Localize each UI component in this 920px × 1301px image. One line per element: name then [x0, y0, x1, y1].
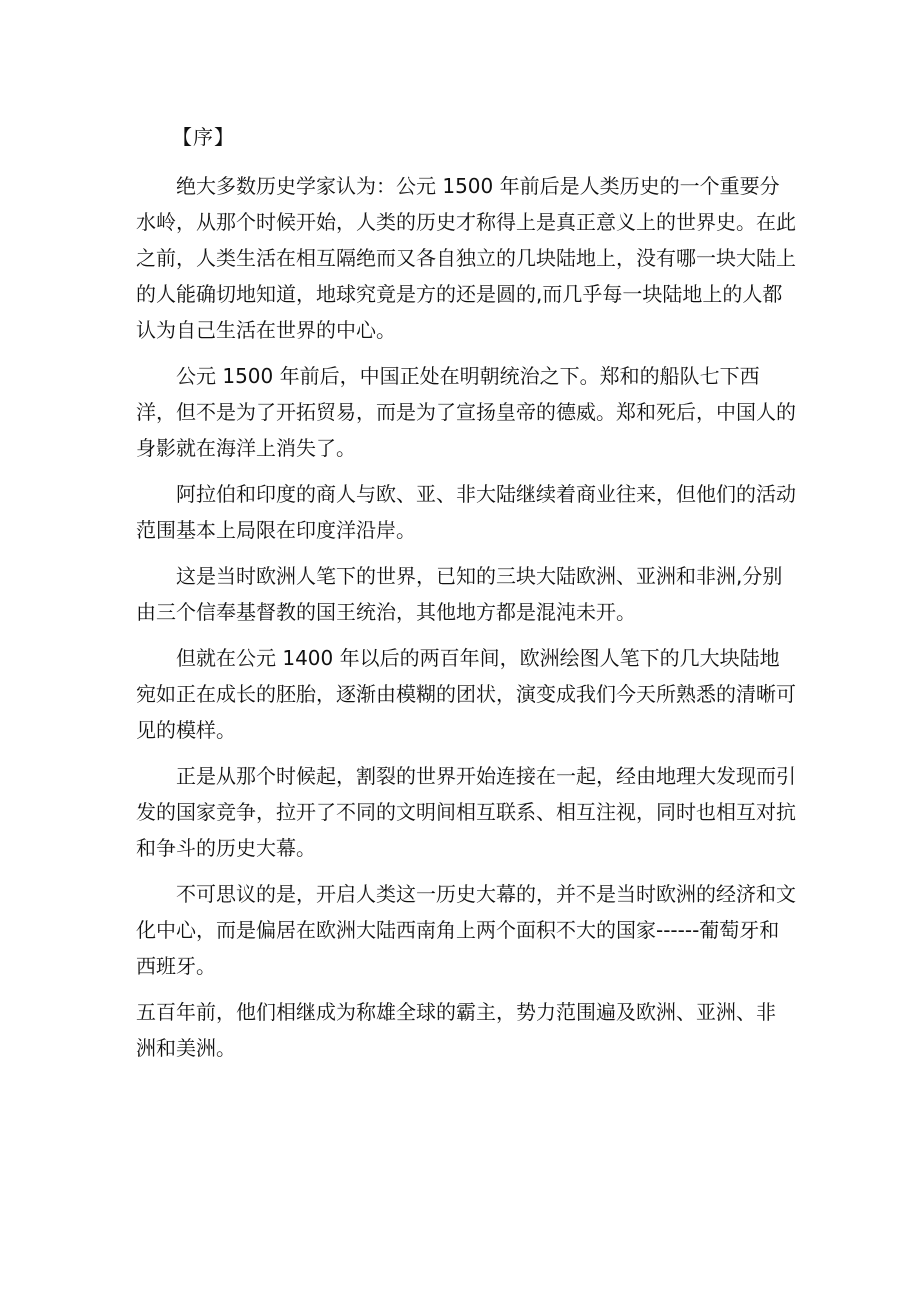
- document-body: [136, 168, 796, 1066]
- paragraph-4: 这是当时欧洲人笔下的世界，已知的三块大陆欧洲、亚洲和非洲,分别由三个信奉基督教的国王统治，其他地方都是混沌未开。: [136, 564, 783, 624]
- closing-line-2: 洲和美洲。: [136, 1036, 236, 1060]
- closing-paragraph: [136, 994, 796, 1066]
- closing-line-1: 五百年前，他们相继成为称雄全球的霸主，势力范围遍及欧洲、亚洲、非: [136, 1000, 776, 1024]
- paragraph-3: 阿拉伯和印度的商人与欧、亚、非大陆继续着商业往来，但他们的活动范围基本上局限在印度洋沿岸。: [136, 482, 796, 542]
- paragraph-5: 但就在公元 1400 年以后的两百年间，欧洲绘图人笔下的几大块陆地宛如正在成长的胚胎，逐渐由模糊的团状，演变成我们今天所熟悉的清晰可见的模样。: [136, 646, 796, 742]
- paragraph-2: 公元 1500 年前后，中国正处在明朝统治之下。郑和的船队七下西洋，但不是为了开拓贸易，而是为了宣扬皇帝的德威。郑和死后，中国人的身影就在海洋上消失了。: [136, 364, 796, 460]
- paragraph-1: 绝大多数历史学家认为：公元 1500 年前后是人类历史的一个重要分水岭，从那个时候开始，人类的历史才称得上是真正意义上的世界史。在此之前，人类生活在相互隔绝而又各自独立的几块陆地上，没有哪一块大陆上的人能确切地知道，地球究竟是方的还是圆的,而几乎每一块陆地上的人都认为自己生活在世界的中心。: [136, 174, 796, 342]
- document-title: 【序】: [172, 125, 235, 149]
- paragraph-7: 不可思议的是，开启人类这一历史大幕的，并不是当时欧洲的经济和文化中心，而是偏居在欧洲大陆西南角上两个面积不大的国家------葡萄牙和西班牙。: [136, 882, 796, 978]
- paragraph-6: 正是从那个时候起，割裂的世界开始连接在一起，经由地理大发现而引发的国家竞争，拉开了不同的文明间相互联系、相互注视，同时也相互对抗和争斗的历史大幕。: [136, 764, 796, 860]
